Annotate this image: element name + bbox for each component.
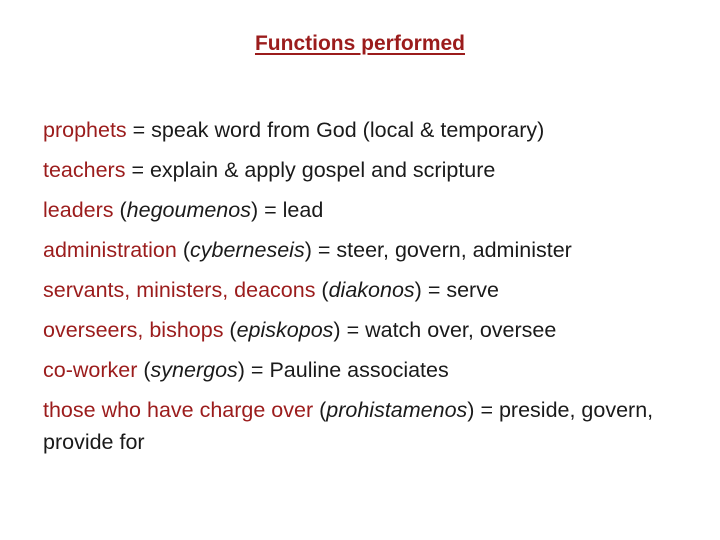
- term: co-worker: [43, 358, 138, 382]
- definition: = lead: [258, 198, 324, 222]
- paren-close: ): [414, 278, 422, 302]
- list-item-servants: [43, 270, 703, 310]
- paren-open: (: [176, 238, 190, 262]
- list-item-overseers: [43, 310, 703, 350]
- term: prophets: [43, 118, 127, 142]
- paren-close: ): [467, 398, 475, 422]
- list-item-administration: [43, 230, 703, 270]
- definition: = serve: [421, 278, 499, 302]
- definition: = Pauline associates: [244, 358, 449, 382]
- definition: = watch over, oversee: [340, 318, 557, 342]
- term: leaders: [43, 198, 114, 222]
- list-item-co-worker: [43, 350, 703, 390]
- slide-title: Functions performed: [254, 32, 465, 55]
- definition: = steer, govern, administer: [311, 238, 572, 262]
- term: servants, ministers, deacons: [43, 278, 316, 302]
- list-item-teachers: [43, 150, 703, 190]
- definition: = preside, govern, provide for: [43, 398, 654, 454]
- term: those who have charge over: [43, 398, 314, 422]
- definition: = speak word from God (local & temporary): [126, 118, 545, 142]
- paren-open: (: [137, 358, 151, 382]
- greek-term: episkopos: [236, 318, 334, 342]
- paren-open: (: [113, 198, 127, 222]
- paren-open: (: [223, 318, 237, 342]
- greek-term: cyberneseis: [189, 238, 305, 262]
- term: teachers: [43, 158, 126, 182]
- paren-open: (: [313, 398, 327, 422]
- paren-close: ): [333, 318, 341, 342]
- greek-term: prohistamenos: [326, 398, 468, 422]
- paren-close: ): [304, 238, 312, 262]
- list-item-leaders: [43, 190, 703, 230]
- list-item-charge-over: [43, 390, 703, 458]
- functions-list: [43, 110, 703, 458]
- greek-term: hegoumenos: [126, 198, 251, 222]
- paren-close: ): [250, 198, 259, 222]
- term: administration: [43, 238, 177, 262]
- greek-term: diakonos: [328, 278, 415, 302]
- term: overseers, bishops: [43, 318, 224, 342]
- paren-open: (: [315, 278, 329, 302]
- list-item-prophets: [43, 110, 703, 150]
- greek-term: synergos: [150, 358, 238, 382]
- definition: = explain & apply gospel and scripture: [125, 158, 496, 182]
- paren-close: ): [237, 358, 245, 382]
